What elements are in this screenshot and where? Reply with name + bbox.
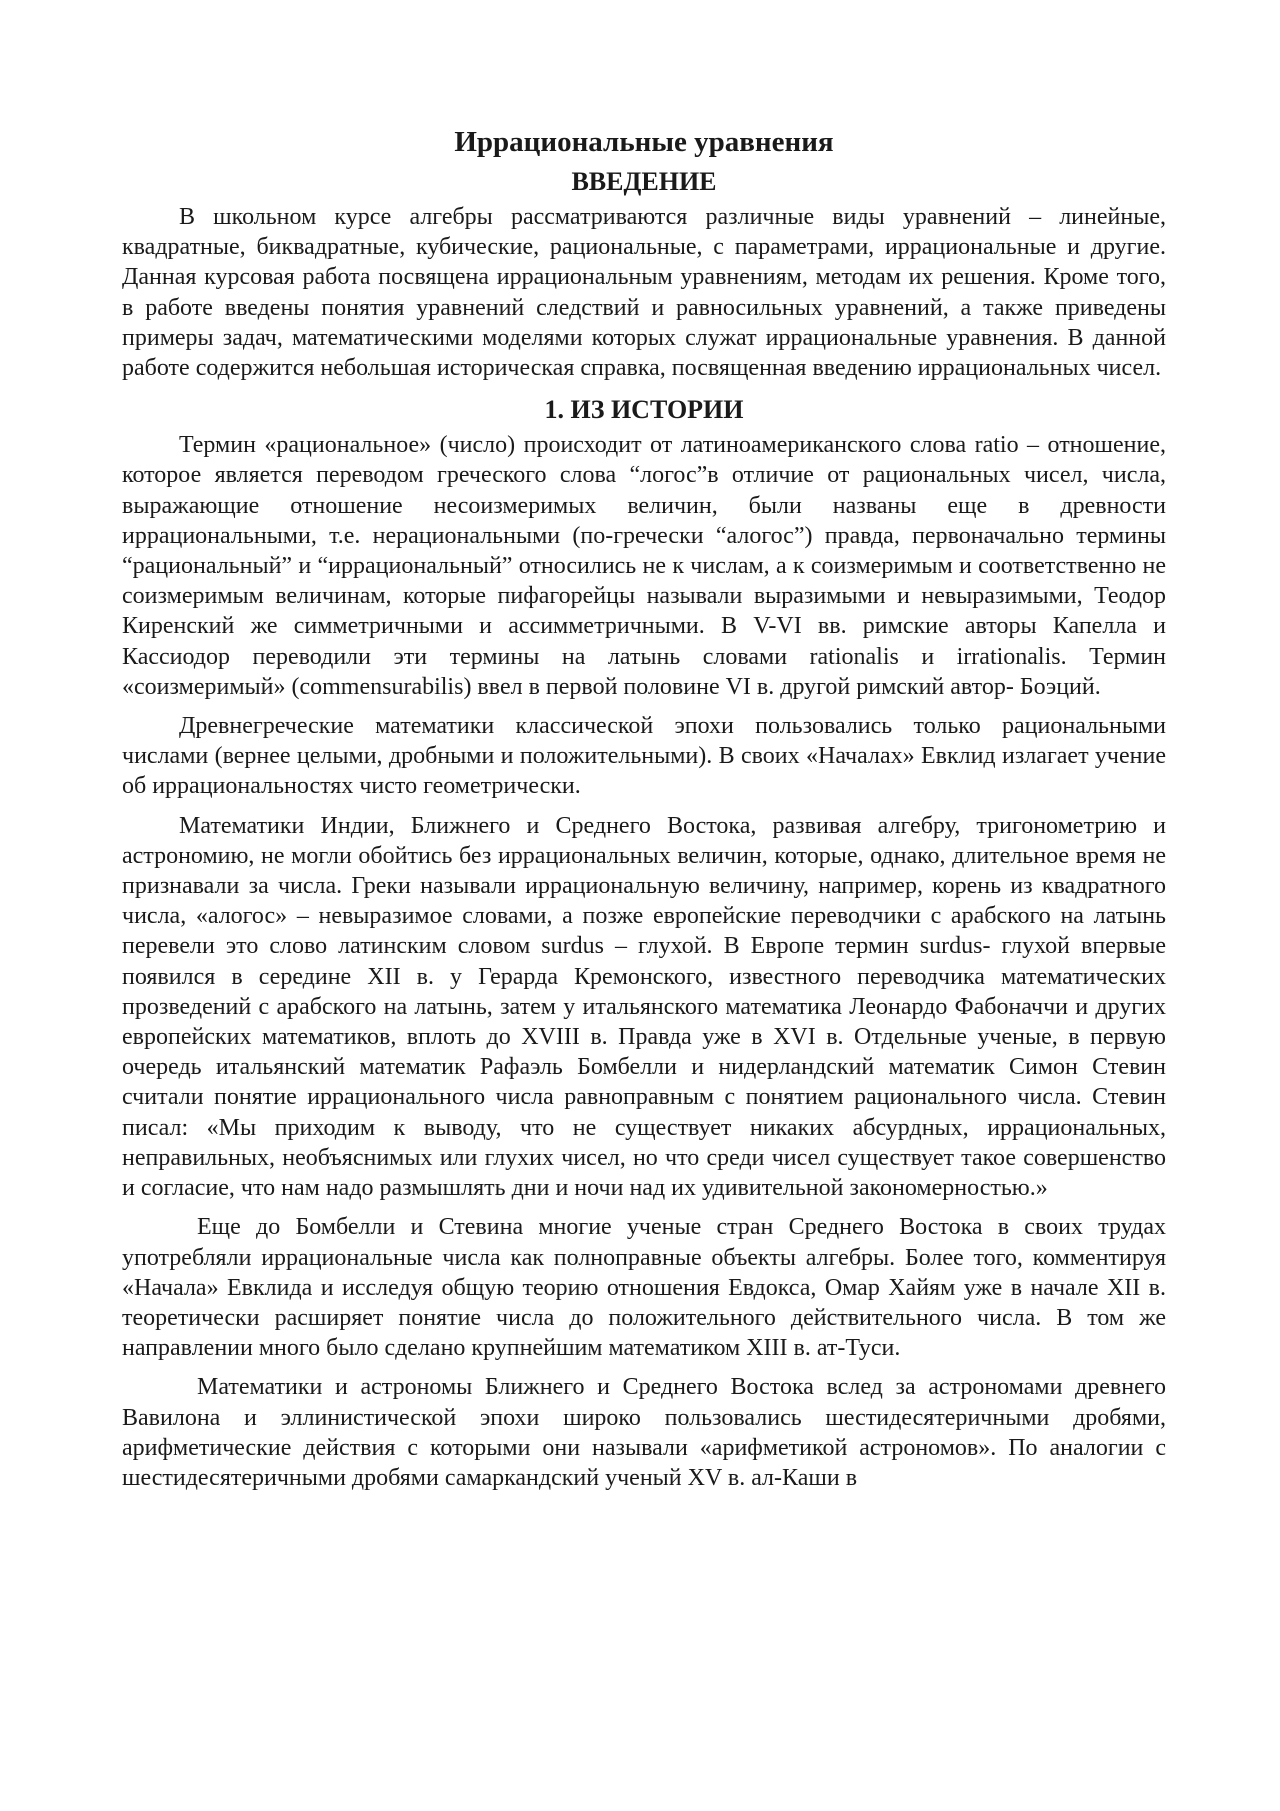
document-title: Иррациональные уравнения [454, 126, 834, 158]
section-heading: ВВЕДЕНИЕ [571, 167, 717, 196]
paragraph: Термин «рациональное» (число) происходит от латиноамериканского слова ratio – отношение, которое является переводом греческого слова “логос”в отличие от рациональных чисел, числа, выражающие отношение несоизмеримых величин, были названы еще в древности иррациональными, т.е. нерациональными (по-гречески “алогос”) правда, первоначально термины “рациональный” и “иррациональный” относились не к числам, а к соизмеримым и соответственно не соизмеримым величинам, которые пифагорейцы называли выразимыми и невыразимыми, Теодор Киренский же симметричными и ассимметричными. В V-VI вв. римские авторы Капелла и Кассиодор переводили эти термины на латынь словами rationalis и irrationalis. Термин «соизмеримый» (commensurabilis) ввел в первой половине VI в. другой римский автор- Боэций. [122, 432, 1166, 700]
paragraph: Математики Индии, Ближнего и Среднего Востока, развивая алгебру, тригонометрию и астрономию, не могли обойтись без иррациональных величин, которые, однако, длительное время не признавали за числа. Греки называли иррациональную величину, например, корень из квадратного числа, «алогос» – невыразимое словами, а позже европейские переводчики с арабского на латынь перевели это слово латинским словом surdus – глухой. В Европе термин surdus- глухой впервые появился в середине XII в. у Герарда Кремонского, известного переводчика математических прозведений с арабского на латынь, затем у итальянского математика Леонардо Фабоначчи и других европейских математиков, вплоть до XVIII в. Правда уже в XVI в. Отдельные ученые, в первую очередь итальянский математик Рафаэль Бомбелли и нидерландский математик Симон Стевин считали понятие иррационального числа равноправным с понятием рационального числа. Стевин писал: «Мы приходим к выводу, что не существует никаких абсурдных, иррациональных, неправильных, необъяснимых или глухих чисел, но что среди чисел существует такое совершенство и согласие, что нам надо размышлять дни и ночи над их удивительной закономерностью.» [122, 812, 1166, 1202]
paragraph: Древнегреческие математики классической эпохи пользовались только рациональными числами (вернее целыми, дробными и положительными). В своих «Началах» Евклид излагает учение об иррациональностях чисто геометрически. [122, 713, 1166, 800]
document-page [122, 122, 1166, 1502]
paragraph: В школьном курсе алгебры рассматриваются различные виды уравнений – линейные, квадратные, биквадратные, кубические, рациональные, с параметрами, иррациональные и другие. Данная курсовая работа посвящена иррациональным уравнениям, методам их решения. Кроме того, в работе введены понятия уравнений следствий и равносильных уравнений, а также приведены примеры задач, математическими моделями которых служат иррациональные уравнения. В данной работе содержится небольшая историческая справка, посвященная введению иррациональных чисел. [122, 204, 1166, 382]
section-heading: 1. ИЗ ИСТОРИИ [544, 395, 744, 425]
section-introduction [122, 164, 1166, 383]
paragraph: Математики и астрономы Ближнего и Среднего Востока вслед за астрономами древнего Вавилона и эллинистической эпохи широко пользовались шестидесятеричными дробями, арифметические действия с которыми они называли «арифметикой астрономов». По аналогии с шестидесятеричными дробями самаркандский ученый XV в. ал-Каши в [122, 1374, 1166, 1491]
section-history [122, 392, 1166, 1493]
paragraph: Еще до Бомбелли и Стевина многие ученые стран Среднего Востока в своих трудах употребляли иррациональные числа как полноправные объекты алгебры. Более того, комментируя «Начала» Евклида и исследуя общую теорию отношения Евдокса, Омар Хайям уже в начале XII в. теоретически расширяет понятие числа до положительного действительного числа. В том же направлении много было сделано крупнейшим математиком XIII в. ат-Туси. [122, 1214, 1166, 1362]
